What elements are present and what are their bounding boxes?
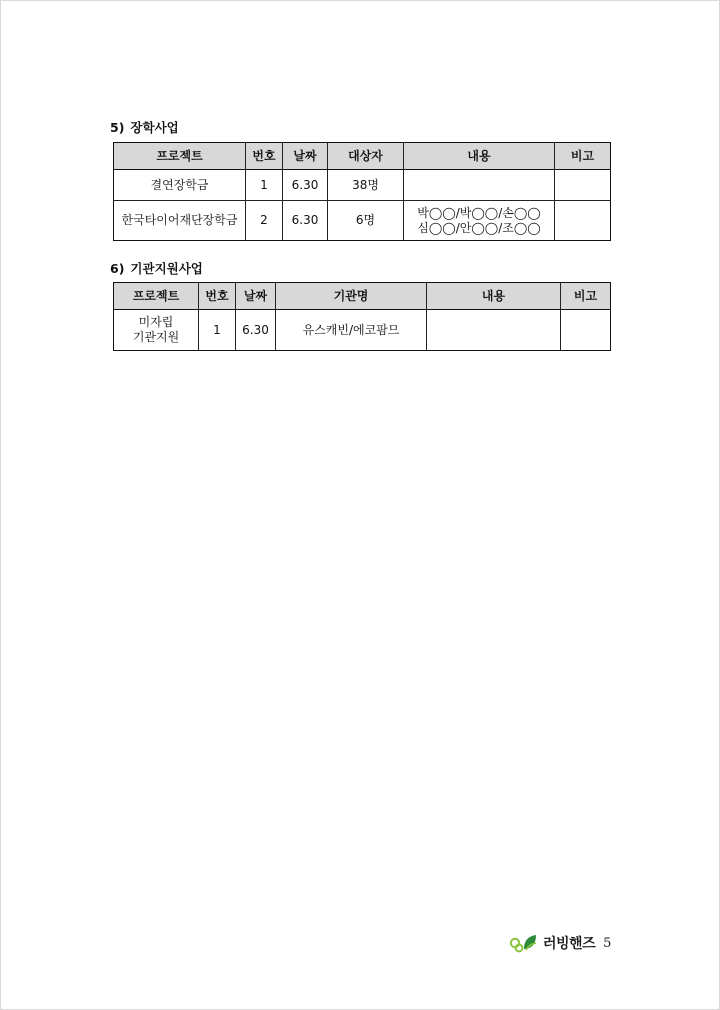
cell-project: 결연장학금 (114, 170, 246, 201)
header-date: 날짜 (283, 143, 328, 170)
project-line-1: 미자립 (138, 315, 174, 329)
table-row (114, 310, 611, 351)
content-line-2: 심◯◯/안◯◯/조◯◯ (417, 220, 541, 235)
header-project: 프로젝트 (114, 143, 246, 170)
cell-note (555, 201, 611, 241)
institution-support-table (113, 282, 611, 351)
header-organization: 기관명 (276, 283, 427, 310)
cell-project: 한국타이어재단장학금 (114, 201, 246, 241)
section-6-title (110, 259, 203, 277)
header-content: 내용 (427, 283, 561, 310)
cell-content (427, 310, 561, 351)
header-note: 비고 (561, 283, 611, 310)
cell-note (555, 170, 611, 201)
header-date: 날짜 (236, 283, 276, 310)
cell-target: 6명 (328, 201, 404, 241)
header-target: 대상자 (328, 143, 404, 170)
cell-number: 2 (246, 201, 283, 241)
cell-content (404, 170, 555, 201)
header-project: 프로젝트 (114, 283, 199, 310)
section-5-title (110, 118, 179, 136)
scholarship-table (113, 142, 611, 241)
project-line-2: 기관지원 (132, 330, 180, 344)
cell-date: 6.30 (283, 170, 328, 201)
section-5-number: 5) (110, 120, 125, 135)
cell-project (114, 310, 199, 351)
section-6-number: 6) (110, 261, 125, 276)
cell-date: 6.30 (283, 201, 328, 241)
table-header-row (114, 143, 611, 170)
brand-name: 러빙핸즈 (543, 936, 596, 952)
header-number: 번호 (199, 283, 236, 310)
table-row (114, 201, 611, 241)
cell-number: 1 (199, 310, 236, 351)
table-row (114, 170, 611, 201)
cell-note (561, 310, 611, 351)
loving-hands-logo-icon (509, 933, 539, 953)
cell-content (404, 201, 555, 241)
page-number: 5 (603, 935, 612, 951)
cell-date: 6.30 (236, 310, 276, 351)
content-line-1: 박◯◯/박◯◯/손◯◯ (417, 205, 541, 220)
page-footer (509, 931, 611, 955)
section-5-label: 장학사업 (130, 120, 179, 135)
section-6-label: 기관지원사업 (130, 261, 203, 276)
table-header-row (114, 283, 611, 310)
cell-target: 38명 (328, 170, 404, 201)
cell-organization: 유스캐빈/에코팜므 (276, 310, 427, 351)
header-note: 비고 (555, 143, 611, 170)
cell-number: 1 (246, 170, 283, 201)
header-number: 번호 (246, 143, 283, 170)
header-content: 내용 (404, 143, 555, 170)
